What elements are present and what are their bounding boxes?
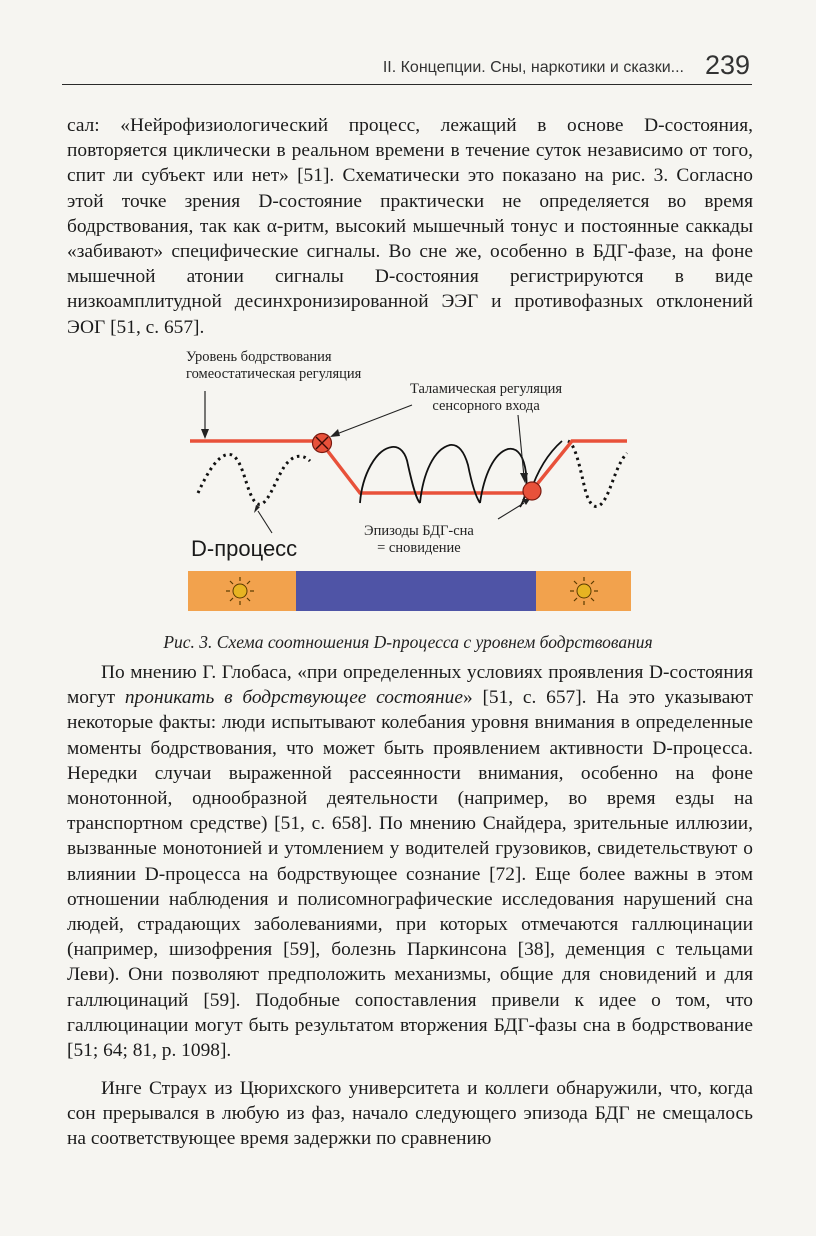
label-wake-level-line1: Уровень бодрствования xyxy=(186,349,332,365)
paragraph-2-part-b: » [51, с. 657]. На это указывают некоторые факты: люди испытывают колебания уровня внимания в определенные моменты бодрствования, что может быть проявлением активности D-процесса. Нередки случаи выраженной рассеянности внимания, особенно на фоне монотонной, однообразной деятельности (например, во время езды на транспортном средстве) [51, с. 658]. По мнению Снайдера, зрительные иллюзии, вызванные монотонией и утомлением у водителей грузовиков, свидетельствуют о влиянии D-процесса на бодрствующее сознание [72]. Еще более важны в этом отношении наблюдения и полисомнографические исследования нарушений сна людей, страдающих заболеваниями, при которых отмечаются галлюцинации (например, шизофрения [59], болезнь Паркинсона [38], деменция с тельцами Леви). Они позволяют предположить механизмы, общие для сновидений и для галлюцинаций [59]. Подобные сопоставления привели к идее о том, что галлюцинации могут быть результатом вторжения БДГ-фазы сна в бодрствование [51; 64; 81, р. 1098]. xyxy=(67,687,754,1062)
rem-episode-wave-3 xyxy=(480,449,527,507)
label-wake-level xyxy=(186,349,361,383)
rem-label-arrow xyxy=(498,503,524,519)
label-rem-line1: Эпизоды БДГ-сна xyxy=(364,523,474,539)
label-rem-line2: = сновидение xyxy=(377,540,461,556)
paragraph-2-part-a: По мнению Г. Глобаса, «при определенных условиях проявления D-состояния могут xyxy=(67,662,753,709)
figure-3-diagram xyxy=(180,343,635,620)
dprocess-dotted-curve-right xyxy=(568,441,627,507)
night-band xyxy=(296,571,536,611)
paragraph-3 xyxy=(67,1076,753,1152)
running-header xyxy=(62,50,752,85)
figure-3 xyxy=(180,343,635,620)
dprocess-dotted-curve-left xyxy=(198,454,310,504)
paragraph-3-text: Инге Страух из Цюрихского университета и коллеги обнаружили, что, когда сон прерывался в любую из фаз, начало следующего эпизода БДГ не смещалось на соответствующее время задержки по сравнению xyxy=(67,1078,753,1150)
thalamic-arrowhead-left xyxy=(330,429,340,437)
thalamic-arrow-right xyxy=(518,415,524,477)
label-dprocess: D-процесс xyxy=(191,536,298,561)
figure-caption: Рис. 3. Схема соотношения D-процесса с уровнем бодрствования xyxy=(163,632,653,652)
label-wake-level-line2: гомеостатическая регуляция xyxy=(186,366,362,382)
label-thalamic-regulation xyxy=(410,381,562,415)
paragraph-2 xyxy=(67,660,753,1063)
wake-label-arrowhead xyxy=(201,429,209,439)
running-title: II. Концепции. Сны, наркотики и сказки... xyxy=(382,59,684,76)
dprocess-label-arrow xyxy=(258,511,272,533)
thalamic-arrow-left xyxy=(334,405,412,435)
label-rem-episodes xyxy=(364,523,474,557)
paragraph-1: сал: «Нейрофизиологический процесс, лежащий в основе D-состояния, повторяется циклически в реальном времени в течение суток независимо от того, спит ли субъект или нет» [51]. Схематически это показано на рис. 3. Согласно этой точке зрения D-состояние практически не определяется во время бодрствования, так как α-ритм, высокий мышечный тонус и постоянные саккады «забивают» специфические сигналы. Во сне же, особенно в БДГ-фазе, на фоне мышечной атонии сигналы D-состояния регистрируются в виде низкоамплитудной десинхронизированной ЭЭГ и противофазных отклонений ЭОГ [51, с. 657]. xyxy=(67,115,753,338)
crossed-circle-icon xyxy=(313,434,332,453)
paragraph-2-emphasis: проникать в бодрствующее состояние xyxy=(124,687,463,709)
label-thalamic-line2: сенсорного входа xyxy=(432,398,540,414)
page-number: 239 xyxy=(704,50,750,80)
circle-marker-icon xyxy=(523,482,541,500)
label-thalamic-line1: Таламическая регуляция xyxy=(410,381,563,397)
